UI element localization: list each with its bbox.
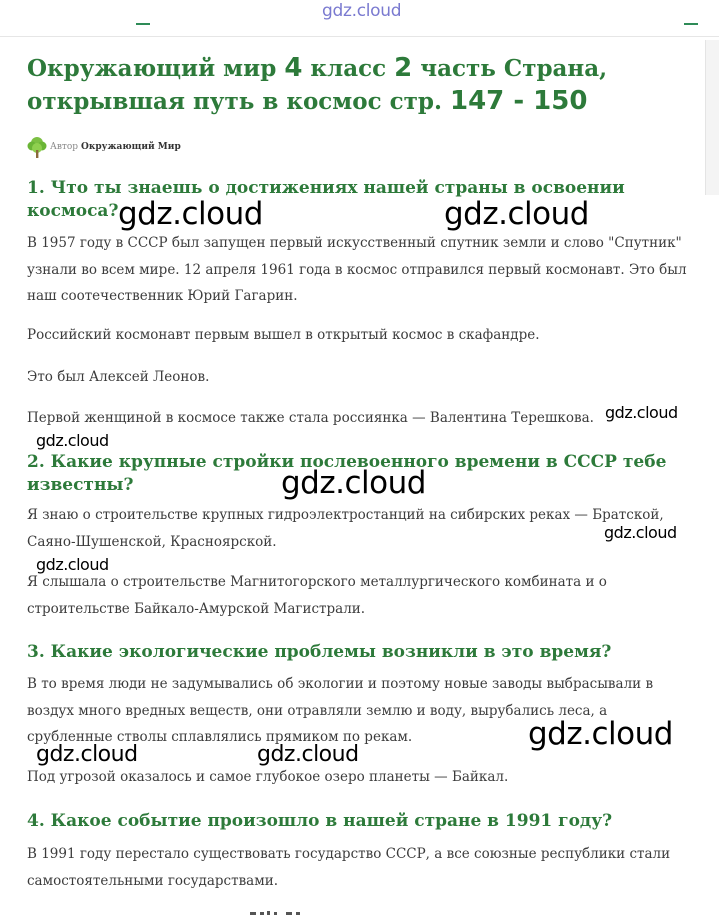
author-name[interactable]: Окружающий Мир [81,142,181,152]
right-sidebar-edge [705,40,719,195]
watermark: gdz.cloud [528,716,673,752]
question-1-heading: 1. Что ты знаешь о достижениях нашей страны в освоении космоса? [27,178,625,221]
question-2-heading: 2. Какие крупные стройки послевоенного времени в СССР тебе известны? [27,452,667,495]
watermark: gdz.cloud [118,196,263,232]
title-part-number: 2 [394,53,413,83]
watermark: gdz.cloud [605,403,678,422]
title-pages: 147 - 150 [450,86,588,116]
watermark: gdz.cloud [604,523,677,542]
author-label: Автор [50,142,79,152]
question-3-paragraph-2: Под угрозой оказалось и самое глубокое озеро планеты — Байкал. [27,769,509,785]
title-text-2: класс [302,55,395,82]
site-logo[interactable]: gdz.cloud [322,1,402,21]
question-1-paragraph-2: Российский космонавт первым вышел в открытый космос в скафандре. [27,327,540,343]
question-3-heading: 3. Какие экологические проблемы возникли в это время? [27,642,612,662]
watermark: gdz.cloud [36,431,109,450]
watermark: gdz.cloud [444,196,589,232]
cut-off-text-fragment [250,910,310,916]
header-divider [0,36,719,37]
question-1-paragraph-1: В 1957 году в СССР был запущен первый искусственный спутник земли и слово "Спутник" узнали во всем мире. 12 апреля 1961 года в космос отправился первый космонавт. Это был наш соотечественник Юрий Гагарин. [27,235,687,304]
author-line [27,136,181,158]
question-4-heading: 4. Какое событие произошло в нашей стране в 1991 году? [27,811,613,831]
watermark: gdz.cloud [36,555,109,574]
title-grade: 4 [284,53,303,83]
question-2-paragraph-2: Я слышала о строительстве Магнитогорского металлургического комбината и о строительстве Байкало-Амурской Магистрали. [27,574,607,617]
title-text-3: часть Страна, открывшая путь в космос стр. [27,55,608,115]
question-1-paragraph-4: Первой женщиной в космосе также стала россиянка — Валентина Терешкова. [27,410,594,426]
watermark: gdz.cloud [257,742,359,767]
question-1-paragraph-3: Это был Алексей Леонов. [27,369,210,385]
question-3-paragraph-1: В то время люди не задумывались об экологии и поэтому новые заводы выбрасывали в воздух много вредных веществ, они отравляли землю и воду, вырубались леса, а срубленные стволы сплавлялись прямиком по рекам. [27,676,654,745]
top-bar [0,0,719,36]
page-title [27,52,687,118]
tree-icon [27,136,47,158]
top-accent-line-right [684,23,698,25]
question-2-paragraph-1: Я знаю о строительстве крупных гидроэлектростанций на сибирских реках — Братской, Саяно-Шушенской, Красноярской. [27,507,664,550]
watermark: gdz.cloud [36,742,138,767]
watermark: gdz.cloud [281,465,426,501]
title-text: Окружающий мир [27,55,285,82]
top-accent-line [136,23,150,25]
question-4-paragraph-1: В 1991 году перестало существовать государство СССР, а все союзные республики стали самостоятельными государствами. [27,846,671,889]
